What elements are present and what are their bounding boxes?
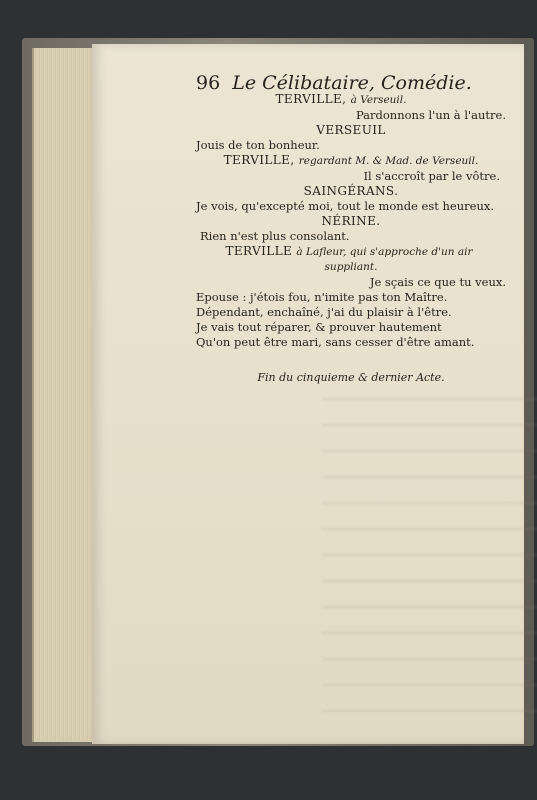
verse-line: Je sçais ce que tu veux.: [369, 275, 506, 289]
bleed-through-text: [322, 384, 537, 724]
speaker-name: VERSEUIL: [316, 123, 386, 137]
spacer: [196, 350, 506, 370]
verse-line: Je vais tout réparer, & prouver hautement: [196, 320, 442, 334]
stage-direction: à Lafleur, qui s'approche d'un air: [296, 246, 473, 258]
stage-direction: à Verseuil.: [350, 94, 407, 106]
speaker-name: TERVILLE,: [275, 92, 347, 106]
verse-line: Dépendant, enchaîné, j'ai du plaisir à l'être.: [196, 305, 452, 319]
verse-line: Il s'accroît par le vôtre.: [363, 169, 500, 183]
verse-line: Je vois, qu'excepté moi, tout le monde est heureux.: [196, 199, 494, 213]
speaker-line: [196, 184, 506, 199]
speaker-name: TERVILLE: [225, 244, 293, 258]
page-number: 96: [196, 72, 221, 94]
speaker-line: [196, 153, 506, 169]
end-of-act: Fin du cinquieme & dernier Acte.: [257, 371, 445, 384]
verse-line: Jouis de ton bonheur.: [196, 138, 320, 152]
stage-direction: regardant M. & Mad. de Verseuil.: [298, 155, 479, 167]
speaker-name: SAINGÉRANS.: [303, 184, 399, 198]
speaker-name: TERVILLE,: [223, 153, 295, 167]
speaker-line: [196, 123, 506, 138]
speaker-name: NÉRINE.: [321, 214, 381, 228]
verse-line: Epouse : j'étois fou, n'imite pas ton Maître.: [196, 290, 448, 304]
speaker-line: [196, 214, 506, 229]
verse-line: Pardonnons l'un à l'autre.: [355, 108, 506, 122]
verse-line: Rien n'est plus consolant.: [200, 229, 350, 243]
page-text: [196, 70, 506, 385]
running-title: Le Célibataire, Comédie.: [232, 72, 472, 94]
stage-direction-continued: suppliant.: [324, 261, 378, 273]
page-edges: [32, 48, 96, 742]
speaker-line: [192, 244, 506, 260]
verse-line: Qu'on peut être mari, sans cesser d'être amant.: [196, 335, 475, 349]
